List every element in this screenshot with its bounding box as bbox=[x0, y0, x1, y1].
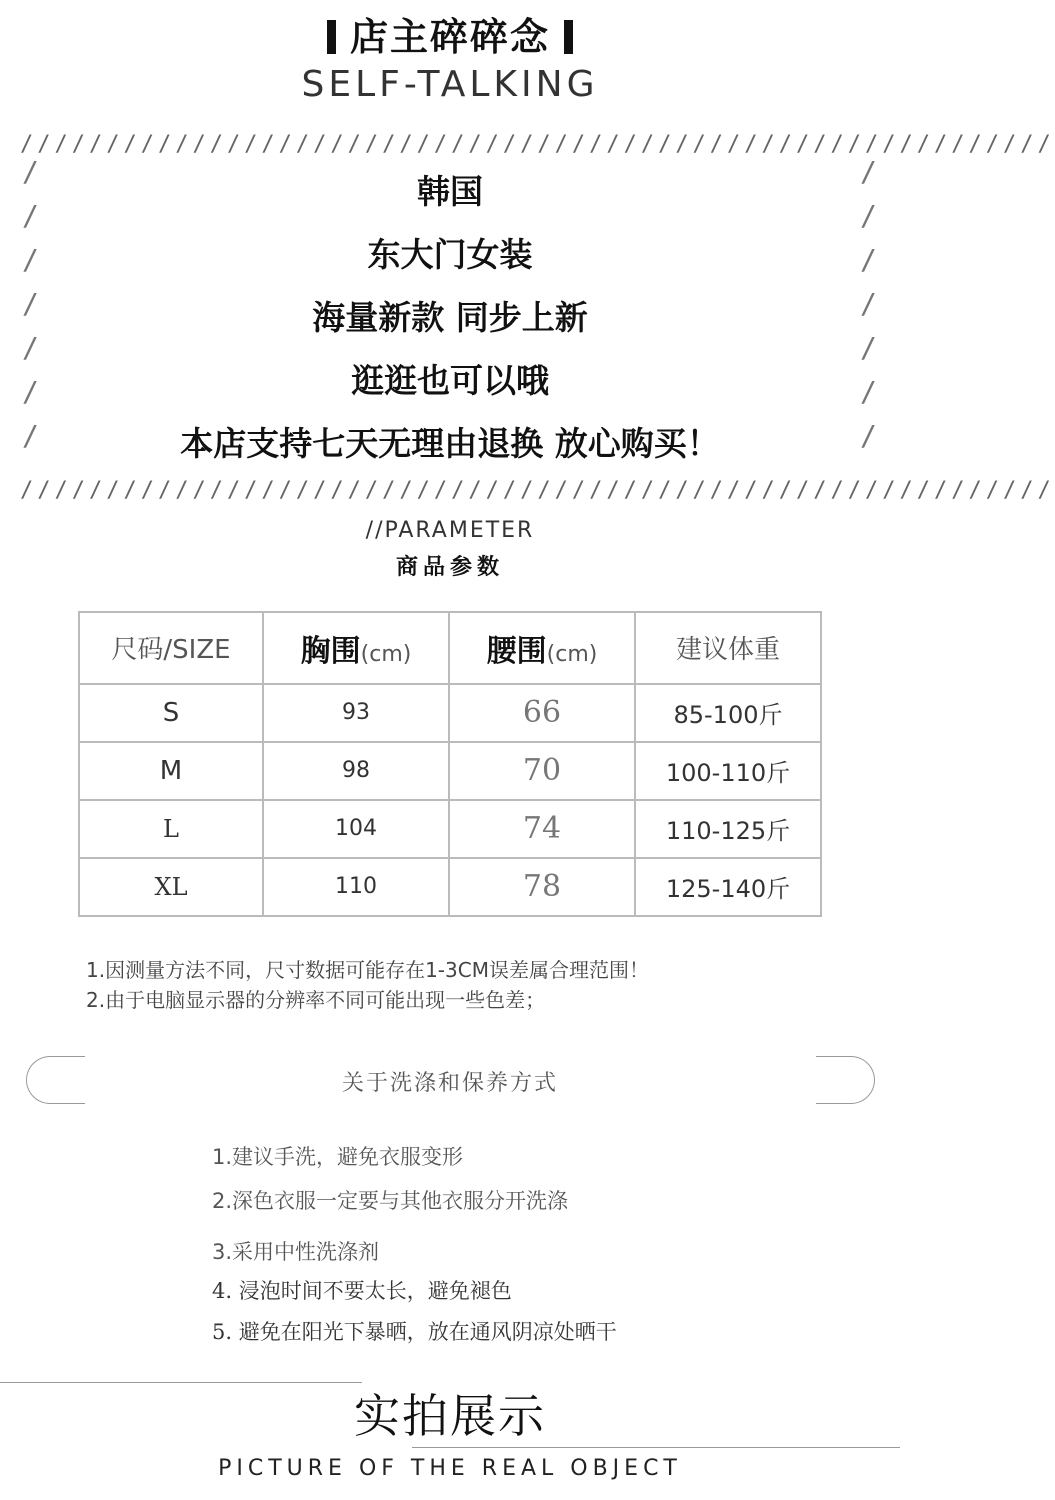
size-cell: L bbox=[79, 800, 263, 858]
table-row bbox=[79, 684, 821, 742]
waist-cell: 78 bbox=[449, 858, 635, 916]
frame-top-border: //////////////////////////////////////////////////////////// bbox=[20, 132, 1055, 157]
weight-cell: 100-110斤 bbox=[635, 742, 821, 800]
intro-line-2: 东大门女装 bbox=[367, 235, 533, 274]
title-bar-right bbox=[564, 20, 573, 54]
care-item-5: 5. 避免在阳光下暴晒，放在通风阴凉处晒干 bbox=[212, 1320, 617, 1344]
intro-line-4: 逛逛也可以哦 bbox=[351, 361, 549, 400]
size-cell: XL bbox=[79, 858, 263, 916]
self-talking-subtitle: SELF-TALKING bbox=[301, 64, 599, 105]
waist-cell: 74 bbox=[449, 800, 635, 858]
intro-line-1: 韩国 bbox=[417, 172, 483, 211]
real-photos-title: 实拍展示 bbox=[354, 1389, 546, 1443]
parameter-heading-cn: 商品参数 bbox=[395, 555, 504, 580]
chest-cell: 93 bbox=[263, 684, 449, 742]
chest-header-unit: (cm) bbox=[360, 641, 412, 667]
weight-cell: 85-100斤 bbox=[635, 684, 821, 742]
size-cell: M bbox=[79, 742, 263, 800]
note-1: 1.因测量方法不同，尺寸数据可能存在1-3CM误差属合理范围！ bbox=[86, 958, 649, 982]
footer-line-right bbox=[412, 1447, 900, 1448]
chest-header-label: 胸围 bbox=[300, 633, 361, 669]
size-table-header bbox=[79, 612, 821, 684]
shop-notes-title-text: 店主碎碎念 bbox=[349, 14, 550, 59]
waist-header-unit: (cm) bbox=[546, 641, 598, 667]
intro-line-5: 本店支持七天无理由退换 放心购买！ bbox=[180, 424, 720, 463]
chest-header bbox=[263, 612, 449, 684]
frame-bottom-border: //////////////////////////////////////////////////////////// bbox=[20, 478, 1055, 503]
waist-cell: 66 bbox=[449, 684, 635, 742]
chest-cell: 104 bbox=[263, 800, 449, 858]
waist-header bbox=[449, 612, 635, 684]
title-bar-left bbox=[327, 20, 336, 54]
note-2: 2.由于电脑显示器的分辨率不同可能出现一些色差； bbox=[86, 988, 546, 1012]
chest-cell: 110 bbox=[263, 858, 449, 916]
frame-left-border: / / / / / / / bbox=[22, 155, 39, 452]
weight-cell: 110-125斤 bbox=[635, 800, 821, 858]
care-item-4: 4. 浸泡时间不要太长，避免褪色 bbox=[212, 1279, 512, 1303]
weight-cell: 125-140斤 bbox=[635, 858, 821, 916]
care-item-1: 1.建议手洗，避免衣服变形 bbox=[212, 1145, 464, 1169]
weight-header: 建议体重 bbox=[635, 612, 821, 684]
parameter-heading-en: //PARAMETER bbox=[365, 518, 535, 543]
real-photos-subtitle: PICTURE OF THE REAL OBJECT bbox=[218, 1456, 682, 1481]
size-header: 尺码/SIZE bbox=[79, 612, 263, 684]
chest-cell: 98 bbox=[263, 742, 449, 800]
table-row bbox=[79, 858, 821, 916]
waist-cell: 70 bbox=[449, 742, 635, 800]
care-item-3: 3.采用中性洗涤剂 bbox=[212, 1240, 380, 1264]
intro-line-3: 海量新款 同步上新 bbox=[312, 298, 588, 337]
waist-header-label: 腰围 bbox=[486, 633, 547, 669]
size-cell: S bbox=[79, 684, 263, 742]
table-row bbox=[79, 800, 821, 858]
size-table bbox=[78, 611, 822, 917]
table-row bbox=[79, 742, 821, 800]
frame-right-border: / / / / / / / bbox=[860, 155, 877, 452]
care-item-2: 2.深色衣服一定要与其他衣服分开洗涤 bbox=[212, 1189, 569, 1213]
care-title: 关于洗涤和保养方式 bbox=[341, 1071, 558, 1096]
shop-notes-title bbox=[0, 6, 900, 61]
